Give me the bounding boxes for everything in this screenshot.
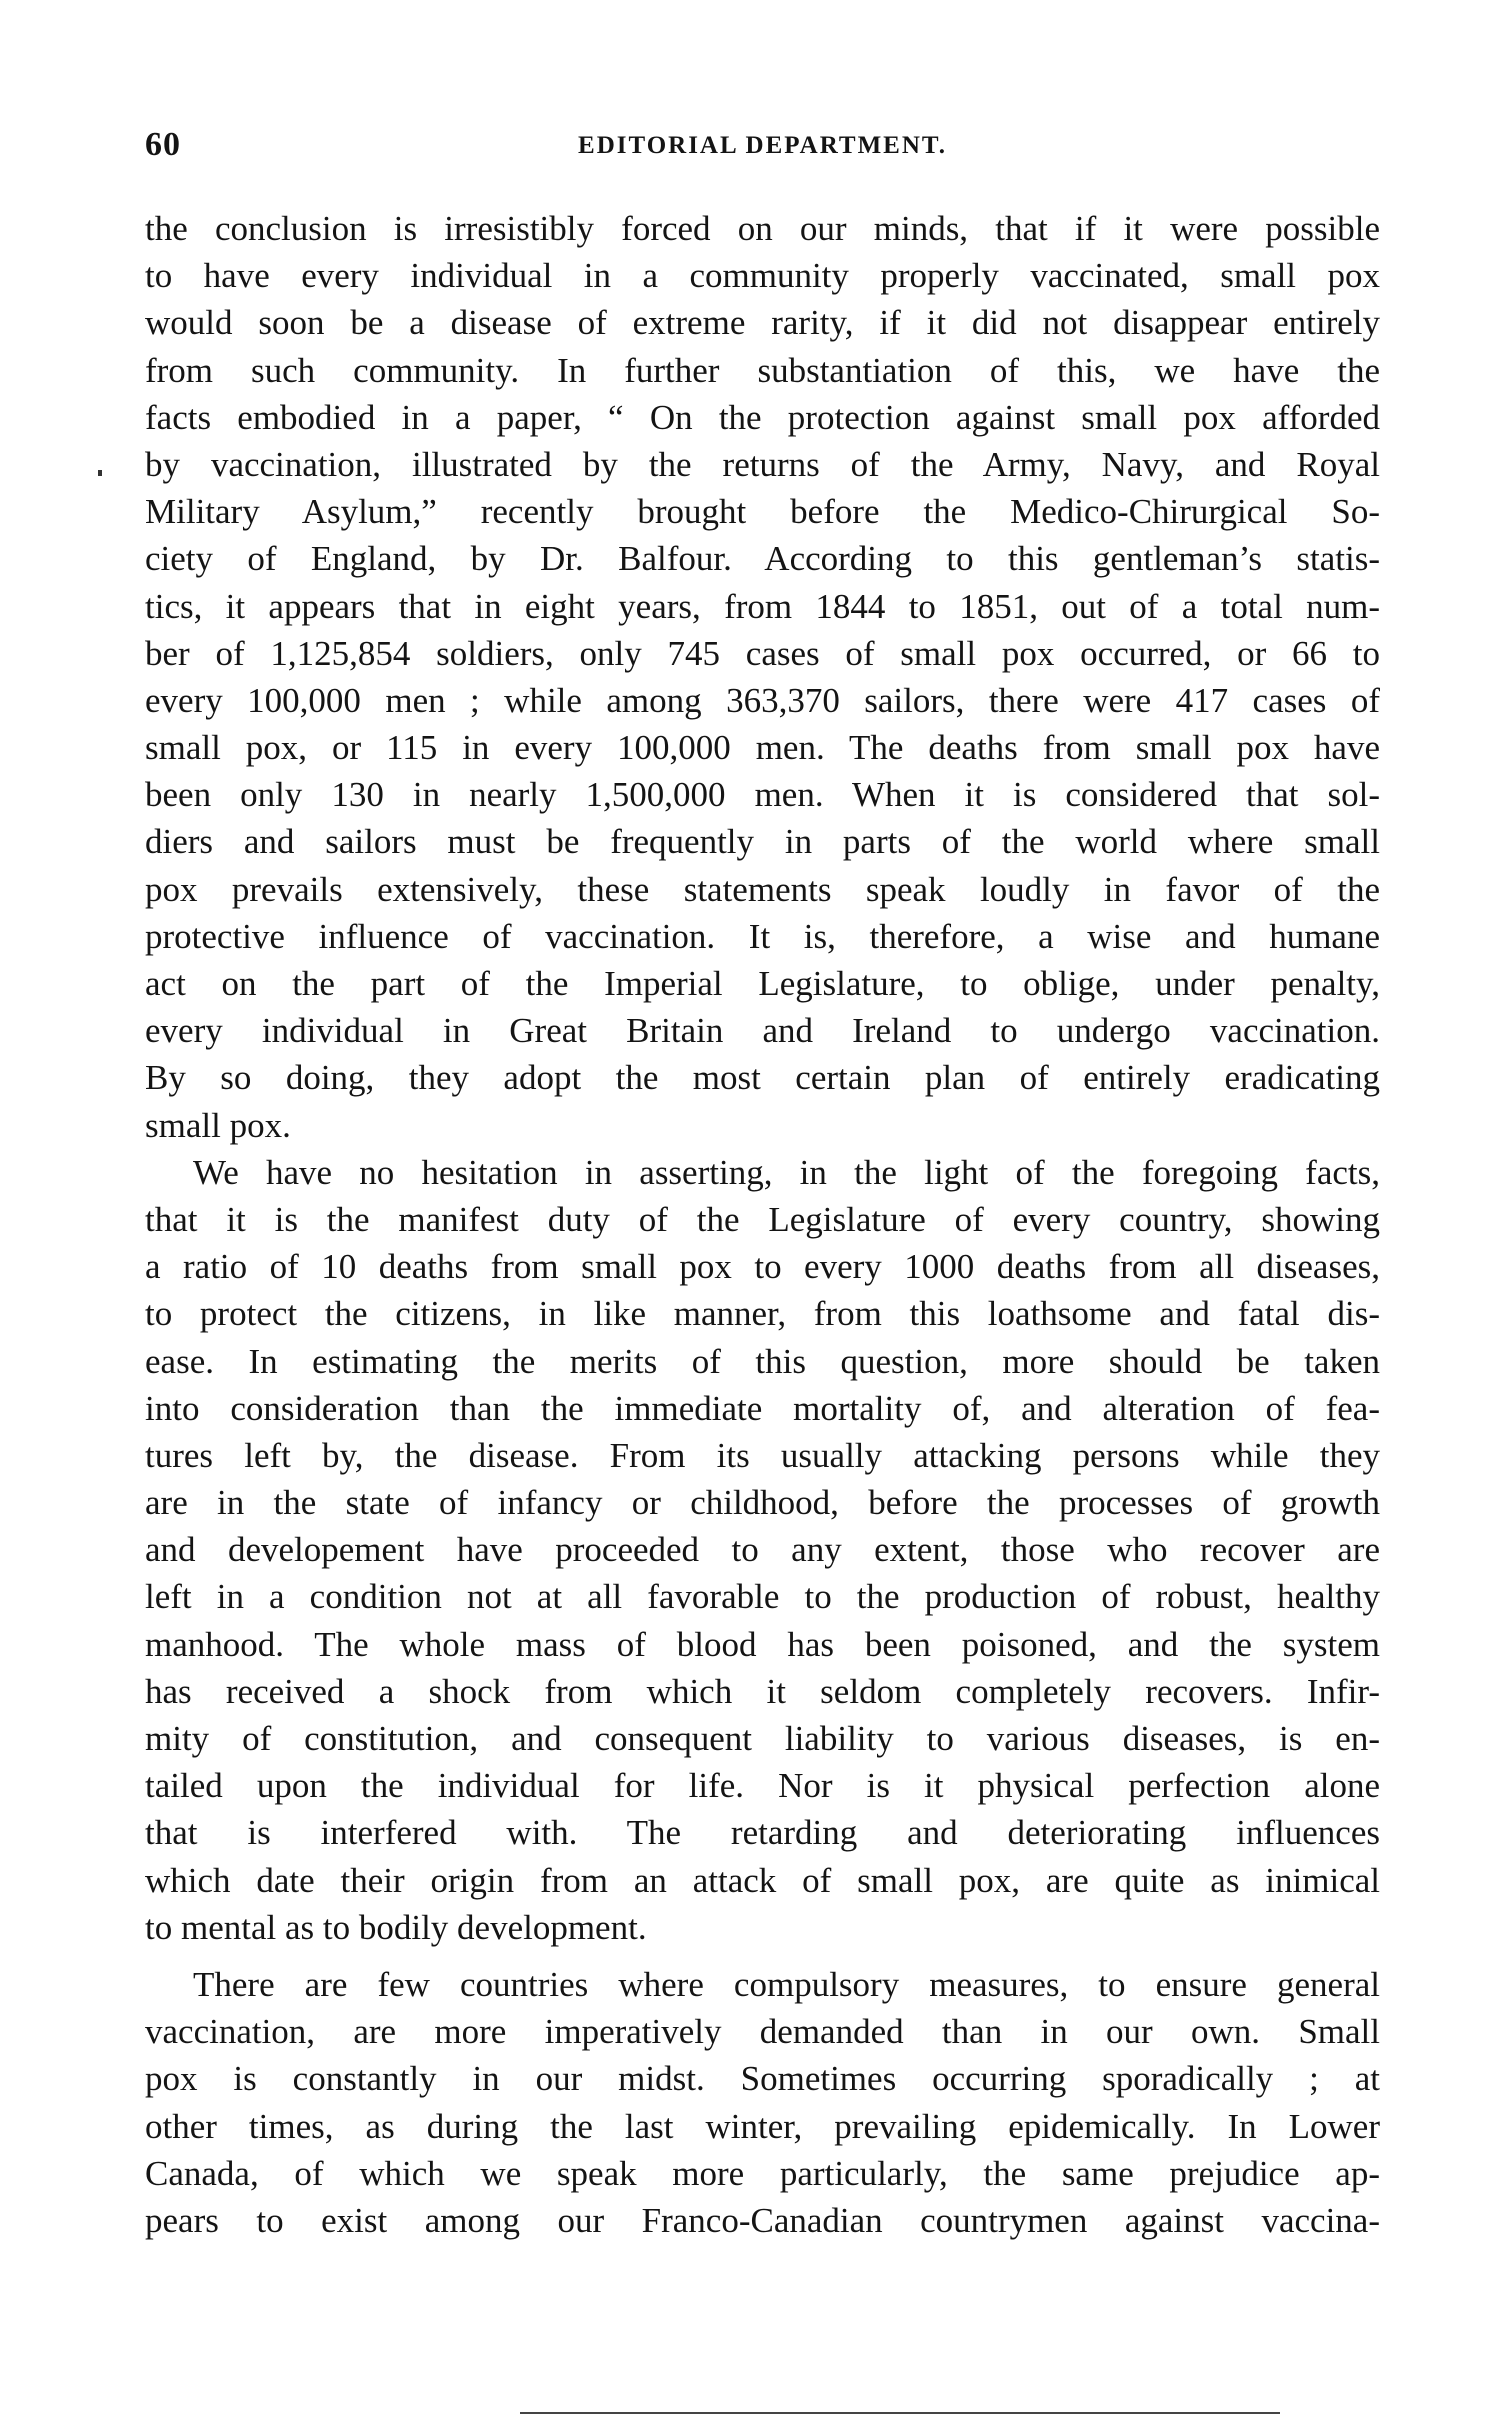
paragraph-2 [145, 1149, 1380, 1951]
text-line: vaccination, are more imperatively demanded than in our own. Small [145, 2012, 1380, 2052]
text-line: ease. In estimating the merits of this question, more should be taken [145, 1341, 1380, 1381]
text-line: pears to exist among our Franco-Canadian countrymen against vaccina- [145, 2200, 1380, 2240]
text-line: By so doing, they adopt the most certain plan of entirely eradicating [145, 1058, 1380, 1098]
text-line: pox is constantly in our midst. Sometimes occurring sporadically ; at [145, 2059, 1380, 2099]
page-number: 60 [145, 126, 181, 163]
page-header [145, 126, 1380, 176]
text-line: diers and sailors must be frequently in parts of the world where small [145, 822, 1380, 862]
text-line: We have no hesitation in asserting, in the light of the foregoing facts, [193, 1152, 1380, 1192]
text-line: protective influence of vaccination. It is, therefore, a wise and humane [145, 916, 1380, 956]
text-line: a ratio of 10 deaths from small pox to every 1000 deaths from all diseases, [145, 1247, 1380, 1287]
text-line: mity of constitution, and consequent liability to various diseases, is en- [145, 1719, 1380, 1758]
text-line: by vaccination, illustrated by the returns of the Army, Navy, and Royal [145, 444, 1380, 484]
paragraph-3 [145, 1961, 1380, 2244]
text-line: that it is the manifest duty of the Legislature of every country, showing [145, 1199, 1380, 1239]
text-line: into consideration than the immediate mortality of, and alteration of fea- [145, 1388, 1380, 1428]
bottom-rule [520, 2412, 1280, 2414]
text-line: every 100,000 men ; while among 363,370 sailors, there were 417 cases of [145, 680, 1380, 720]
text-line: Canada, of which we speak more particularly, the same prejudice ap- [145, 2153, 1380, 2193]
running-head: EDITORIAL DEPARTMENT. [578, 132, 947, 159]
text-line: ciety of England, by Dr. Balfour. According to this gentleman’s statis- [145, 539, 1380, 579]
text-line: facts embodied in a paper, “ On the protection against small pox afforded [145, 397, 1380, 437]
text-line: other times, as during the last winter, prevailing epidemically. In Lower [145, 2106, 1380, 2146]
text-line: that is interfered with. The retarding and deteriorating influences [145, 1813, 1380, 1853]
text-line: to protect the citizens, in like manner, from this loathsome and fatal dis- [145, 1294, 1380, 1334]
text-line: Military Asylum,” recently brought before the Medico-Chirurgical So- [145, 492, 1380, 532]
text-line: has received a shock from which it seldom completely recovers. Infir- [145, 1671, 1380, 1711]
text-line: act on the part of the Imperial Legislature, to oblige, under penalty, [145, 964, 1380, 1003]
text-line: would soon be a disease of extreme rarity, if it did not disappear entirely [145, 303, 1380, 343]
body-text [145, 205, 1380, 2244]
text-line: tures left by, the disease. From its usually attacking persons while they [145, 1435, 1380, 1475]
text-line: small pox, or 115 in every 100,000 men. The deaths from small pox have [145, 728, 1380, 768]
paragraph-gap [145, 1951, 1380, 1961]
text-line: the conclusion is irresistibly forced on our minds, that if it were possible [145, 209, 1380, 248]
text-line: left in a condition not at all favorable to the production of robust, healthy [145, 1577, 1380, 1617]
paragraph-1 [145, 205, 1380, 1149]
text-line: ber of 1,125,854 soldiers, only 745 cases of small pox occurred, or 66 to [145, 633, 1380, 673]
text-line: tics, it appears that in eight years, from 1844 to 1851, out of a total num- [145, 586, 1380, 626]
text-line: which date their origin from an attack of small pox, are quite as inimical [145, 1860, 1380, 1900]
text-line: are in the state of infancy or childhood, before the processes of growth [145, 1483, 1380, 1523]
text-line: manhood. The whole mass of blood has been poisoned, and the system [145, 1624, 1380, 1664]
text-line: and developement have proceeded to any extent, those who recover are [145, 1530, 1380, 1570]
text-line: been only 130 in nearly 1,500,000 men. When it is considered that sol- [145, 775, 1380, 815]
text-line: tailed upon the individual for life. Nor is it physical perfection alone [145, 1766, 1380, 1806]
text-line: pox prevails extensively, these statements speak loudly in favor of the [145, 869, 1380, 909]
text-line: small pox. [145, 1105, 291, 1145]
text-line: to mental as to bodily development. [145, 1907, 647, 1947]
text-line: from such community. In further substantiation of this, we have the [145, 350, 1380, 390]
margin-mark [98, 470, 102, 476]
text-line: to have every individual in a community properly vaccinated, small pox [145, 256, 1380, 296]
text-line: There are few countries where compulsory measures, to ensure general [193, 1964, 1380, 2004]
text-line: every individual in Great Britain and Ireland to undergo vaccination. [145, 1011, 1380, 1051]
